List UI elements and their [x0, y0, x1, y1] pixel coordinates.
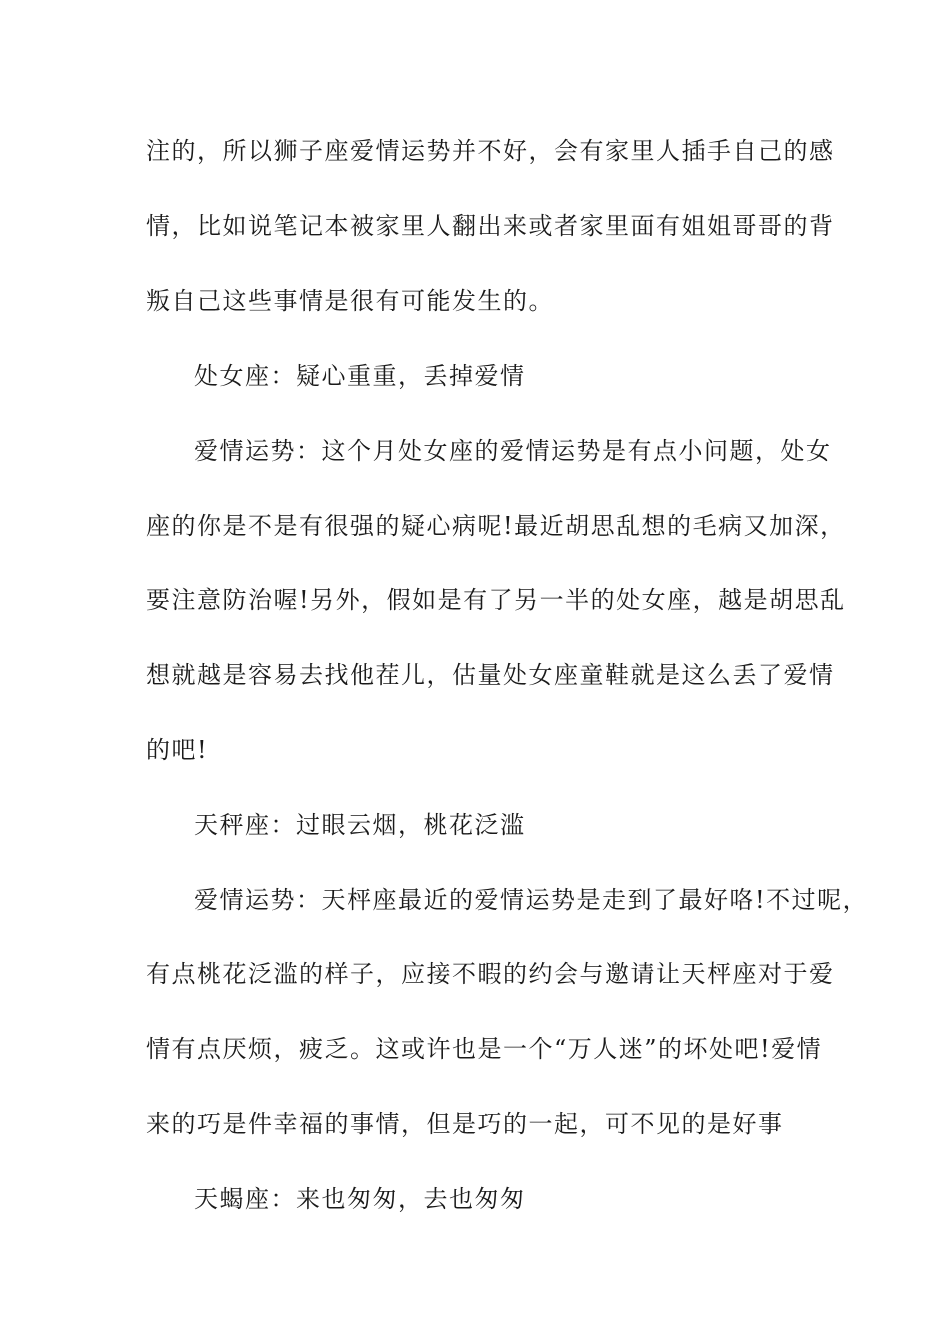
section-heading-scorpio: 天蝎座：来也匆匆，去也匆匆 [194, 1185, 526, 1213]
text-line: 来的巧是件幸福的事情，但是巧的一起，可不见的是好事 [146, 1110, 784, 1138]
section-heading-libra: 天秤座：过眼云烟，桃花泛滥 [194, 811, 526, 839]
text-line: 想就越是容易去找他茬儿，估量处女座童鞋就是这么丢了爱情 [146, 661, 835, 689]
text-line: 情，比如说笔记本被家里人翻出来或者家里面有姐姐哥哥的背 [146, 212, 835, 240]
text-line: 情有点厌烦，疲乏。这或许也是一个“万人迷”的坏处吧!爱情 [146, 1035, 823, 1063]
text-line: 的吧! [146, 736, 209, 764]
text-line: 爱情运势：天枰座最近的爱情运势是走到了最好咯!不过呢， [194, 886, 869, 914]
text-line: 座的你是不是有很强的疑心病呢!最近胡思乱想的毛病又加深， [146, 512, 846, 540]
text-line: 叛自己这些事情是很有可能发生的。 [146, 287, 554, 315]
text-line: 要注意防治喔!另外，假如是有了另一半的处女座，越是胡思乱 [146, 586, 846, 614]
text-line: 注的，所以狮子座爱情运势并不好，会有家里人插手自己的感 [146, 137, 835, 165]
text-line: 有点桃花泛滥的样子，应接不暇的约会与邀请让天枰座对于爱 [146, 960, 835, 988]
text-line: 爱情运势：这个月处女座的爱情运势是有点小问题，处女 [194, 437, 832, 465]
section-heading-virgo: 处女座：疑心重重，丢掉爱情 [194, 362, 526, 390]
